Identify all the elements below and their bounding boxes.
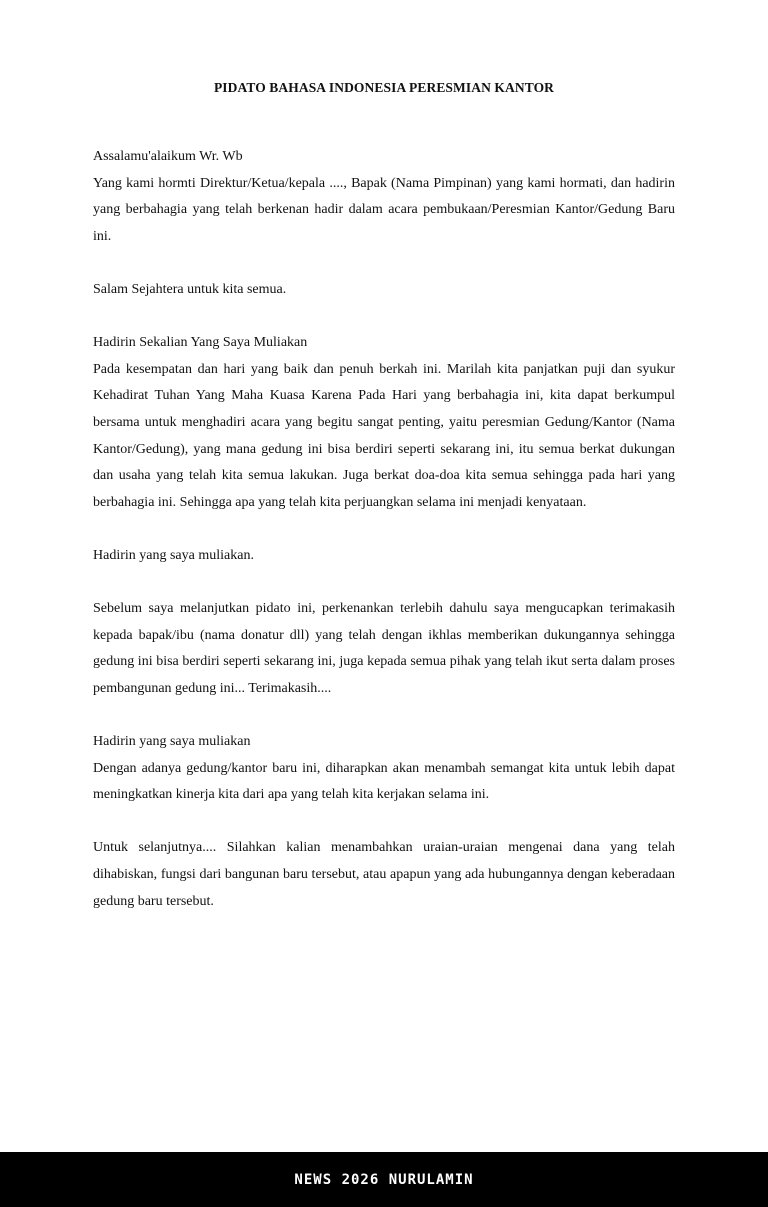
- footer-banner: [0, 1152, 768, 1207]
- paragraph-selanjutnya: Untuk selanjutnya.... Silahkan kalian menambahkan uraian-uraian mengenai dana yang telah dihabiskan, fungsi dari bangunan baru tersebut, atau apapun yang ada hubungannya dengan keberadaan gedung baru tersebut.: [93, 840, 675, 909]
- heading-hadirin-3: Hadirin yang saya muliakan: [93, 734, 251, 750]
- footer-text: NEWS 2026 NURULAMIN: [294, 1171, 474, 1188]
- greeting: Assalamu'alaikum Wr. Wb: [93, 149, 243, 164]
- heading-hadirin-1: Hadirin Sekalian Yang Saya Muliakan: [93, 335, 308, 351]
- paragraph-salam: Salam Sejahtera untuk kita semua.: [93, 281, 287, 297]
- paragraph-syukur: Pada kesempatan dan hari yang baik dan penuh berkah ini. Marilah kita panjatkan puji dan syukur Kehadirat Tuhan Yang Maha Kuasa Karena Pada Hari yang berbahagia ini, kita dapat berkumpul bersama untuk menghadiri acara yang begitu sangat penting, yaitu peresmian Gedung/Kantor (Nama Kantor/Gedung), yang mana gedung ini bisa berdiri seperti sekarang ini, itu semua berkat dukungan dan usaha yang telah kita semua lakukan. Juga berkat doa-doa kita semua sehingga pada hari yang berbahagia ini. Sehingga apa yang telah kita perjuangkan selama ini menjadi kenyataan.: [93, 361, 675, 510]
- paragraph-opening: Yang kami hormti Direktur/Ketua/kepala ...., Bapak (Nama Pimpinan) yang kami hormati, dan hadirin yang berbahagia yang telah berkenan hadir dalam acara pembukaan/Peresmian Kantor/Gedung Baru ini.: [93, 175, 675, 244]
- paragraph-harapan: Dengan adanya gedung/kantor baru ini, diharapkan akan menambah semangat kita untuk lebih dapat meningkatkan kinerja kita dari apa yang telah kita kerjakan selama ini.: [93, 760, 675, 803]
- document-title: PIDATO BAHASA INDONESIA PERESMIAN KANTOR: [213, 80, 555, 95]
- document-body: [93, 144, 675, 915]
- paragraph-terimakasih: Sebelum saya melanjutkan pidato ini, perkenankan terlebih dahulu saya mengucapkan terimakasih kepada bapak/ibu (nama donatur dll) yang telah dengan ikhlas memberikan dukungannya sehingga gedung ini bisa berdiri seperti sekarang ini, juga kepada semua pihak yang telah ikut serta dalam proses pembangunan gedung ini... Terimakasih....: [93, 601, 675, 696]
- heading-hadirin-2: Hadirin yang saya muliakan.: [93, 547, 254, 563]
